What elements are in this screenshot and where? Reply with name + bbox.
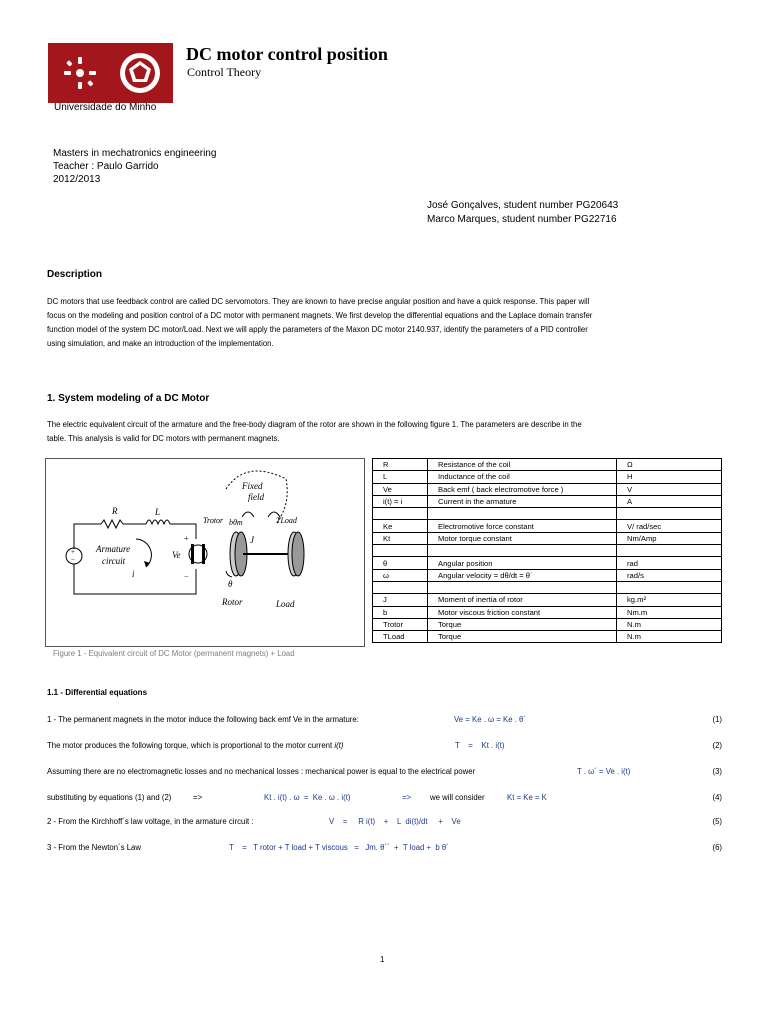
equation-row-1 [47, 715, 722, 727]
param-description: Moment of inertia of rotor [428, 594, 617, 606]
param-unit [617, 581, 722, 593]
param-description: Torque [428, 618, 617, 630]
table-row [373, 520, 722, 532]
equation-formula-2: Kt = Ke = K [507, 793, 547, 802]
equation-text: 2 - From the Kirchhoff´s law voltage, in the armature circuit : [47, 817, 254, 826]
description-line: using simulation, and make an introduction of the implementation. [47, 339, 274, 348]
param-symbol: θ [373, 557, 428, 569]
equation-formula: Kt . i(t) . ω = Ke . ω . i(t) [264, 793, 351, 802]
teacher-line: Teacher : Paulo Garrido [53, 161, 159, 172]
ve-label: Ve [172, 550, 181, 560]
table-row [373, 618, 722, 630]
param-description: Inductance of the coil [428, 471, 617, 483]
fixed-field-label-2: field [248, 492, 264, 502]
param-symbol: TLoad [373, 631, 428, 643]
equation-formula: T = T rotor + T load + T viscous = Jm. θ´´ + T load + b θ´ [229, 843, 449, 852]
param-description [428, 581, 617, 593]
equation-number: (5) [712, 817, 722, 826]
param-unit [617, 545, 722, 557]
equation-number: (1) [712, 715, 722, 724]
subsection-heading: 1.1 - Differential equations [47, 688, 148, 697]
param-description: Back emf ( back electromotive force ) [428, 483, 617, 495]
section1-heading: 1. System modeling of a DC Motor [47, 393, 210, 404]
param-symbol: L [373, 471, 428, 483]
equation-text: 1 - The permanent magnets in the motor induce the following back emf Ve in the armature: [47, 715, 359, 724]
equation-formula: T = Kt . i(t) [455, 741, 505, 750]
svg-text:+: + [71, 548, 75, 556]
student-1: José Gonçalves, student number PG20643 [427, 200, 619, 211]
param-unit: H [617, 471, 722, 483]
inductor-symbol [146, 520, 170, 524]
equation-italic: i(t) [334, 741, 344, 750]
student-2: Marco Marques, student number PG22716 [427, 214, 617, 225]
description-line: focus on the modeling and position control of a DC motor with permanent magnets. We first develop the differential equations and the Laplace domain transfer [47, 311, 593, 320]
table-row [373, 483, 722, 495]
param-symbol [373, 581, 428, 593]
param-description: Motor torque constant [428, 532, 617, 544]
param-unit: N.m [617, 618, 722, 630]
param-description [428, 508, 617, 520]
param-description: Torque [428, 631, 617, 643]
param-description [428, 545, 617, 557]
equation-text: The motor produces the following torque, which is proportional to the motor current [47, 741, 335, 750]
motor-plus: + [184, 534, 189, 543]
param-unit: Nm.m [617, 606, 722, 618]
armature-label-2: circuit [102, 556, 126, 566]
param-symbol: b [373, 606, 428, 618]
equation-formula: Ve = Ke . ω = Ke . θ´ [454, 715, 526, 724]
figure-caption: Figure 1 - Equivalent circuit of DC Motor (permanent magnets) + Load [53, 649, 295, 658]
equation-number: (3) [712, 767, 722, 776]
param-symbol: R [373, 459, 428, 471]
param-description: Electromotive force constant [428, 520, 617, 532]
theta-label: θ [228, 579, 233, 589]
equation-number: (6) [712, 843, 722, 852]
table-row [373, 581, 722, 593]
param-description: Current in the armature [428, 495, 617, 507]
program-line: Masters in mechatronics engineering [53, 148, 217, 159]
inertia-label: J [250, 535, 254, 545]
equation-row-2 [47, 741, 722, 753]
param-symbol: Ke [373, 520, 428, 532]
param-unit: rad/s [617, 569, 722, 581]
trotor-label: Trotor [203, 516, 224, 525]
figure-1 [45, 458, 365, 647]
table-row [373, 569, 722, 581]
param-symbol [373, 508, 428, 520]
section1-line: table. This analysis is valid for DC motors with permanent magnets. [47, 434, 280, 443]
table-row [373, 594, 722, 606]
equation-row-5 [47, 817, 722, 829]
section1-paragraph [47, 418, 582, 446]
param-unit: V [617, 483, 722, 495]
table-row [373, 471, 722, 483]
equation-row-6 [47, 843, 722, 855]
equation-formula: T . ω´ = Ve . i(t) [577, 767, 631, 776]
param-unit: Nm/Amp [617, 532, 722, 544]
load-label: Load [276, 599, 295, 609]
description-paragraph [47, 295, 592, 351]
year-line: 2012/2013 [53, 174, 101, 185]
equation-text: Assuming there are no electromagnetic losses and no mechanical losses : mechanical power is equal to the electrical power [47, 767, 476, 776]
description-heading: Description [47, 269, 103, 280]
param-unit: kg.m² [617, 594, 722, 606]
logo-graphic [48, 43, 173, 103]
param-unit [617, 508, 722, 520]
equation-text: substituting by equations (1) and (2) => [47, 793, 203, 802]
equation-implies: => [402, 793, 412, 802]
btheta-label: bθm [229, 518, 243, 527]
svg-text:−: − [71, 556, 75, 564]
equation-formula: V = R i(t) + L di(t)/dt + Ve [329, 817, 461, 826]
section1-line: The electric equivalent circuit of the armature and the free-body diagram of the rotor are shown in the following figure 1. The parameters are describe in the [47, 420, 582, 429]
resistor-symbol [101, 520, 123, 528]
description-line: DC motors that use feedback control are called DC servomotors. They are known to have precise angular position and have a quick response. This paper will [47, 297, 590, 306]
param-symbol: Kt [373, 532, 428, 544]
param-description: Angular velocity = dθ/dt = θ´ [428, 569, 617, 581]
equation-tail: we will consider [430, 793, 485, 802]
table-row [373, 557, 722, 569]
param-symbol: Ve [373, 483, 428, 495]
document-title: DC motor control position [186, 44, 388, 64]
param-unit: rad [617, 557, 722, 569]
param-description: Resistance of the coil [428, 459, 617, 471]
param-symbol [373, 545, 428, 557]
table-row [373, 606, 722, 618]
current-label: i [132, 569, 135, 579]
motor-circuit-diagram [46, 459, 364, 646]
param-unit: Ω [617, 459, 722, 471]
param-description: Motor viscous friction constant [428, 606, 617, 618]
param-description: Angular position [428, 557, 617, 569]
table-row [373, 508, 722, 520]
equation-number: (2) [712, 741, 722, 750]
motor-minus: − [184, 572, 189, 581]
table-row [373, 532, 722, 544]
equation-row-3 [47, 767, 722, 779]
equation-number: (4) [712, 793, 722, 802]
equation-text: 3 - From the Newton´s Law [47, 843, 142, 852]
param-unit: N.m [617, 631, 722, 643]
fixed-field-label-1: Fixed [242, 481, 263, 491]
document-subtitle: Control Theory [187, 65, 262, 79]
table-row [373, 459, 722, 471]
param-unit: V/ rad/sec [617, 520, 722, 532]
tload-label: TLoad [276, 516, 297, 525]
equation-row-4 [47, 793, 722, 805]
armature-label-1: Armature [96, 544, 131, 554]
param-symbol: i(t) = i [373, 495, 428, 507]
page-number: 1 [380, 955, 385, 964]
param-symbol: Trotor [373, 618, 428, 630]
equation-text-wrap [47, 741, 343, 750]
parameter-table [372, 458, 722, 643]
university-logo [48, 43, 173, 103]
param-unit: A [617, 495, 722, 507]
inductor-label: L [155, 507, 161, 517]
param-symbol: ω [373, 569, 428, 581]
rotor-label: Rotor [222, 597, 243, 607]
resistor-label: R [112, 506, 118, 516]
table-row [373, 631, 722, 643]
table-row [373, 495, 722, 507]
description-line: function model of the system DC motor/Load. Next we will apply the parameters of the Maxon DC motor 2140.937, identify the parameters of a PID controller [47, 325, 588, 334]
param-symbol: J [373, 594, 428, 606]
table-row [373, 545, 722, 557]
university-name: Universidade do Minho [54, 102, 157, 113]
